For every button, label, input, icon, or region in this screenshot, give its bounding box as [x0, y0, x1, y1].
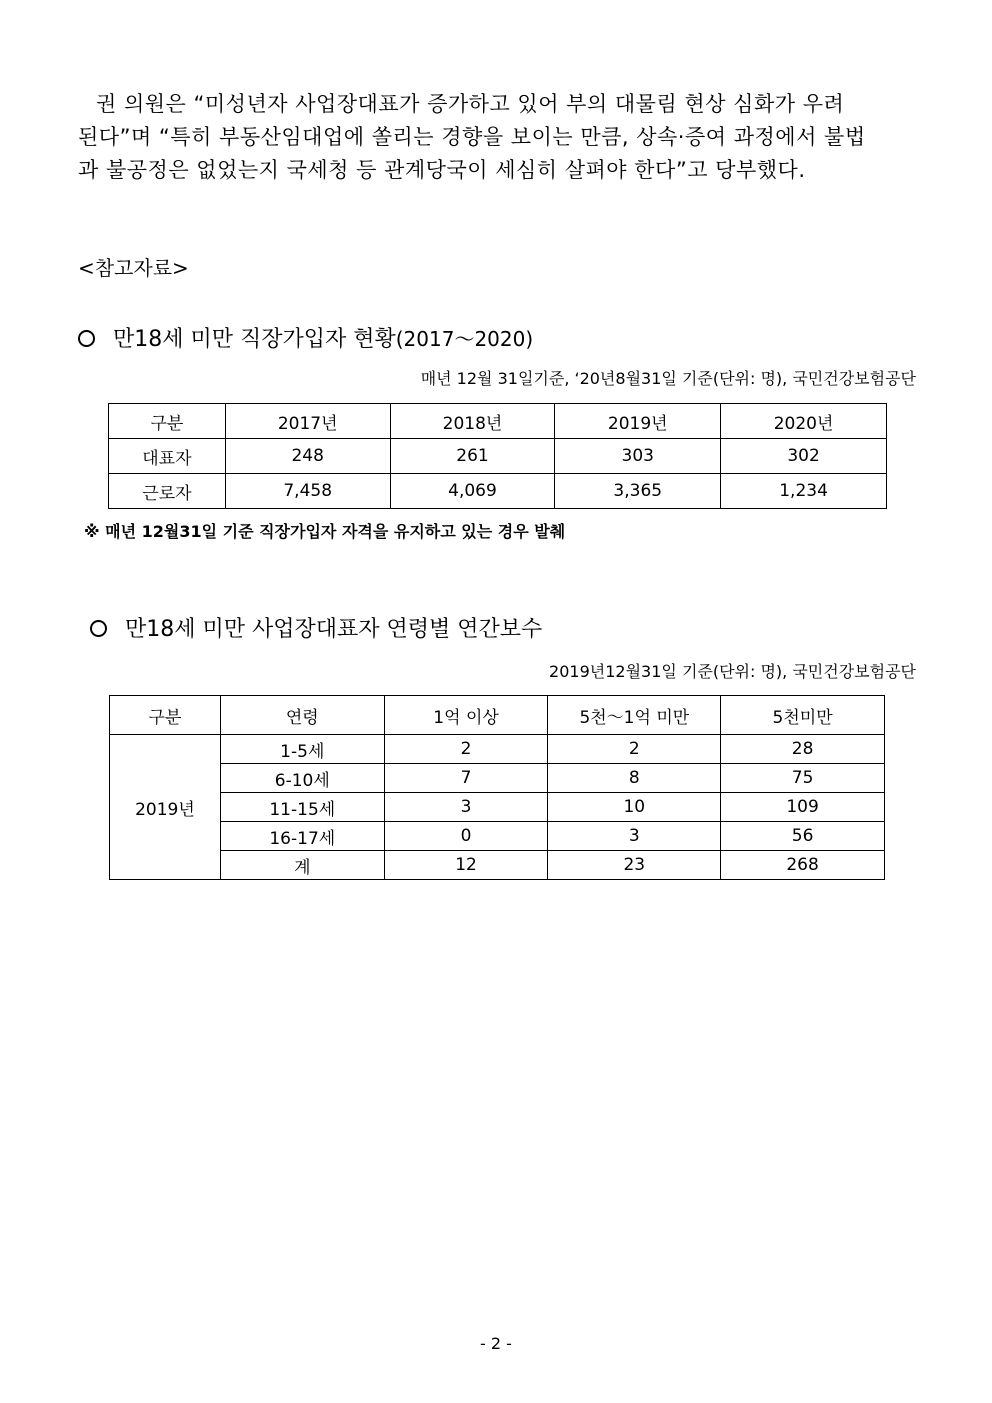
- table-cell: 7: [384, 764, 548, 793]
- table-cell: 268: [721, 851, 885, 880]
- section2-title: 만18세 미만 사업장대표자 연령별 연간보수: [125, 617, 543, 642]
- header-cell: 5천미만: [721, 696, 885, 735]
- year-cell: 2019년: [110, 735, 221, 880]
- table-cell: 1-5세: [220, 735, 384, 764]
- table-cell: 302: [721, 439, 887, 474]
- table-cell: 248: [225, 439, 390, 474]
- table-cell: 11-15세: [220, 793, 384, 822]
- table-cell: 16-17세: [220, 822, 384, 851]
- header-cell: 2018년: [390, 404, 555, 439]
- header-cell: 5천～1억 미만: [548, 696, 721, 735]
- section1-note: ※ 매년 12월31일 기준 직장가입자 자격을 유지하고 있는 경우 발췌: [84, 522, 566, 541]
- section2-table: [109, 695, 885, 880]
- table-cell: 6-10세: [220, 764, 384, 793]
- table-row: [110, 822, 885, 851]
- reference-label: <참고자료>: [78, 256, 189, 280]
- table-cell: 12: [384, 851, 548, 880]
- section1-table: [108, 403, 887, 509]
- section1-heading: [78, 322, 533, 353]
- table-row: [110, 735, 885, 764]
- table-row: [109, 439, 887, 474]
- header-cell: 2017년: [225, 404, 390, 439]
- table-cell: 261: [390, 439, 555, 474]
- paragraph-line: 과 불공정은 없었는지 국세청 등 관계당국이 세심히 살펴야 한다”고 당부했다.: [78, 158, 806, 182]
- table-cell: 2: [384, 735, 548, 764]
- table-row: [110, 793, 885, 822]
- table-row: [110, 764, 885, 793]
- header-cell: 구분: [110, 696, 221, 735]
- circle-bullet-icon: [90, 620, 107, 637]
- header-cell: 2020년: [721, 404, 887, 439]
- table-cell: 109: [721, 793, 885, 822]
- header-cell: 구분: [109, 404, 226, 439]
- table-cell: 10: [548, 793, 721, 822]
- section2-source: 2019년12월31일 기준(단위: 명), 국민건강보험공단: [549, 662, 916, 681]
- table-cell: 1,234: [721, 474, 887, 509]
- table-cell: 8: [548, 764, 721, 793]
- paragraph-line: 된다”며 “특히 부동산임대업에 쏠리는 경향을 보이는 만큼, 상속·증여 과정에서 불법: [78, 125, 866, 149]
- table-cell: 3: [548, 822, 721, 851]
- table-cell: 28: [721, 735, 885, 764]
- table-cell: 근로자: [109, 474, 226, 509]
- table-row: [109, 474, 887, 509]
- header-cell: 연령: [220, 696, 384, 735]
- section1-title: 만18세 미만 직장가입자 현황: [113, 327, 396, 352]
- table-cell: 2: [548, 735, 721, 764]
- table-cell: 대표자: [109, 439, 226, 474]
- table-header-row: [109, 404, 887, 439]
- page-number: - 2 -: [480, 1334, 512, 1353]
- table-cell: 3: [384, 793, 548, 822]
- table-cell: 23: [548, 851, 721, 880]
- circle-bullet-icon: [78, 330, 95, 347]
- header-cell: 1억 이상: [384, 696, 548, 735]
- paragraph-line: 권 의원은 “미성년자 사업장대표가 증가하고 있어 부의 대물림 현상 심화가 우려: [96, 92, 845, 116]
- table-cell: 56: [721, 822, 885, 851]
- table-total-row: [110, 851, 885, 880]
- table-header-row: [110, 696, 885, 735]
- section1-source: 매년 12월 31일기준, ‘20년8월31일 기준(단위: 명), 국민건강보험공단: [420, 369, 916, 388]
- table-cell: 계: [220, 851, 384, 880]
- table-cell: 4,069: [390, 474, 555, 509]
- section1-title-suffix: (2017～2020): [395, 327, 534, 351]
- body-paragraph: [78, 88, 916, 187]
- section2-heading: [90, 612, 542, 643]
- table-cell: 75: [721, 764, 885, 793]
- header-cell: 2019년: [555, 404, 721, 439]
- table-cell: 3,365: [555, 474, 721, 509]
- table-cell: 0: [384, 822, 548, 851]
- table-cell: 7,458: [225, 474, 390, 509]
- table-cell: 303: [555, 439, 721, 474]
